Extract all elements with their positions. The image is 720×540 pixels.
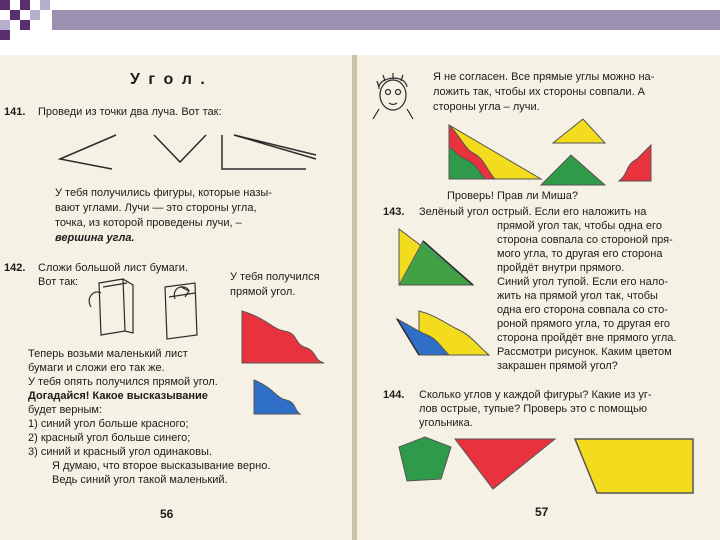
ex143-line-5: пройдёт внутри прямого. [497,262,625,274]
corner-square-purple-2 [20,0,30,10]
instruction-5: будет верным: [28,404,103,416]
red-right-angle-figure [238,311,338,371]
ex143-line-1: Зелёный угол острый. Если его наложить на [419,206,647,218]
ex143-line-11: Рассмотри рисунок. Каким цветом [497,346,672,358]
ex143-line-10: сторона пройдёт вне прямого угла. [497,332,677,344]
ex142-text-2: Вот так: [38,276,79,288]
boy-face-icon [369,73,419,123]
page-number-56: 56 [160,507,174,521]
page-57 [357,55,720,540]
obtuse-angle-figure [393,305,493,375]
ex143-line-8: одна его сторона совпала со сто- [497,304,668,316]
corner-square-lilac-3 [40,0,50,10]
corner-square-purple-4 [20,20,30,30]
option-1: 1) синий угол больше красного; [28,418,189,430]
right-angle-note-2: прямой угол. [230,286,296,298]
ex143-line-4: мого угла, то другая его сторона [497,248,663,260]
info-line-1: У тебя получились фигуры, которые назы- [55,187,272,199]
exercise-142-number: 142. [4,262,26,274]
ex142-text-1: Сложи большой лист бумаги. [38,262,188,274]
ex143-line-2: прямой угол так, чтобы одна его [497,220,662,232]
info-line-3: точка, из которой проведены лучи, – [55,217,242,229]
exercise-143-number: 143. [383,206,405,218]
ex143-line-3: сторона совпала со стороной пря- [497,234,673,246]
comment-1: Я думаю, что второе высказывание верно. [52,460,271,472]
ex143-line-12: закрашен прямой угол? [497,360,618,372]
exercise-141-number: 141. [4,106,26,118]
corner-square-purple-1 [0,0,10,10]
option-3: 3) синий и красный угол одинаковы. [28,446,212,458]
comment-2: Ведь синий угол такой маленький. [52,474,228,486]
info-line-4: вершина угла. [55,232,135,244]
folded-paper-icon [85,277,235,347]
ex144-line-2: лов острые, тупые? Проверь это с помощью [419,403,647,415]
ex144-line-1: Сколько углов у каждой фигуры? Какие из уг- [419,389,652,401]
ex143-line-9: роной прямого угла, то другая его [497,318,670,330]
lesson-title: У г о л . [130,71,207,88]
exercise-144-number: 144. [383,389,405,401]
instruction-1: Теперь возьми маленький лист [28,348,188,360]
triangles-illustration [445,119,665,199]
ex144-line-3: угольника. [419,417,473,429]
speech-3: стороны угла – лучи. [433,101,540,113]
corner-square-purple-5 [0,30,10,40]
ex143-line-7: жить на прямой угол так, чтобы [497,290,658,302]
right-angle-note-1: У тебя получился [230,271,320,283]
corner-square-lilac-1 [30,10,40,20]
speech-1: Я не согласен. Все прямые углы можно на- [433,71,655,83]
blue-angle-figure [250,380,330,420]
instruction-4: Догадайся! Какое высказывание [28,390,208,402]
acute-angle-figure [393,223,493,293]
ex143-line-6: Синий угол тупой. Если его нало- [497,276,669,288]
instruction-2: бумаги и сложи его так же. [28,362,165,374]
option-2: 2) красный угол больше синего; [28,432,191,444]
page-56 [0,55,352,540]
info-line-2: вают углами. Лучи — это стороны угла, [55,202,257,214]
corner-square-lilac-2 [0,20,10,30]
header-bar [52,10,720,30]
speech-2: ложить так, чтобы их стороны совпали. А [433,86,646,98]
check-question: Проверь! Прав ли Миша? [447,190,578,202]
rays-drawing [0,125,352,195]
polygons-illustration [377,433,707,513]
page-number-57: 57 [535,505,549,519]
exercise-141-text: Проведи из точки два луча. Вот так: [38,106,222,118]
corner-square-purple-3 [10,10,20,20]
instruction-3: У тебя опять получился прямой угол. [28,376,218,388]
